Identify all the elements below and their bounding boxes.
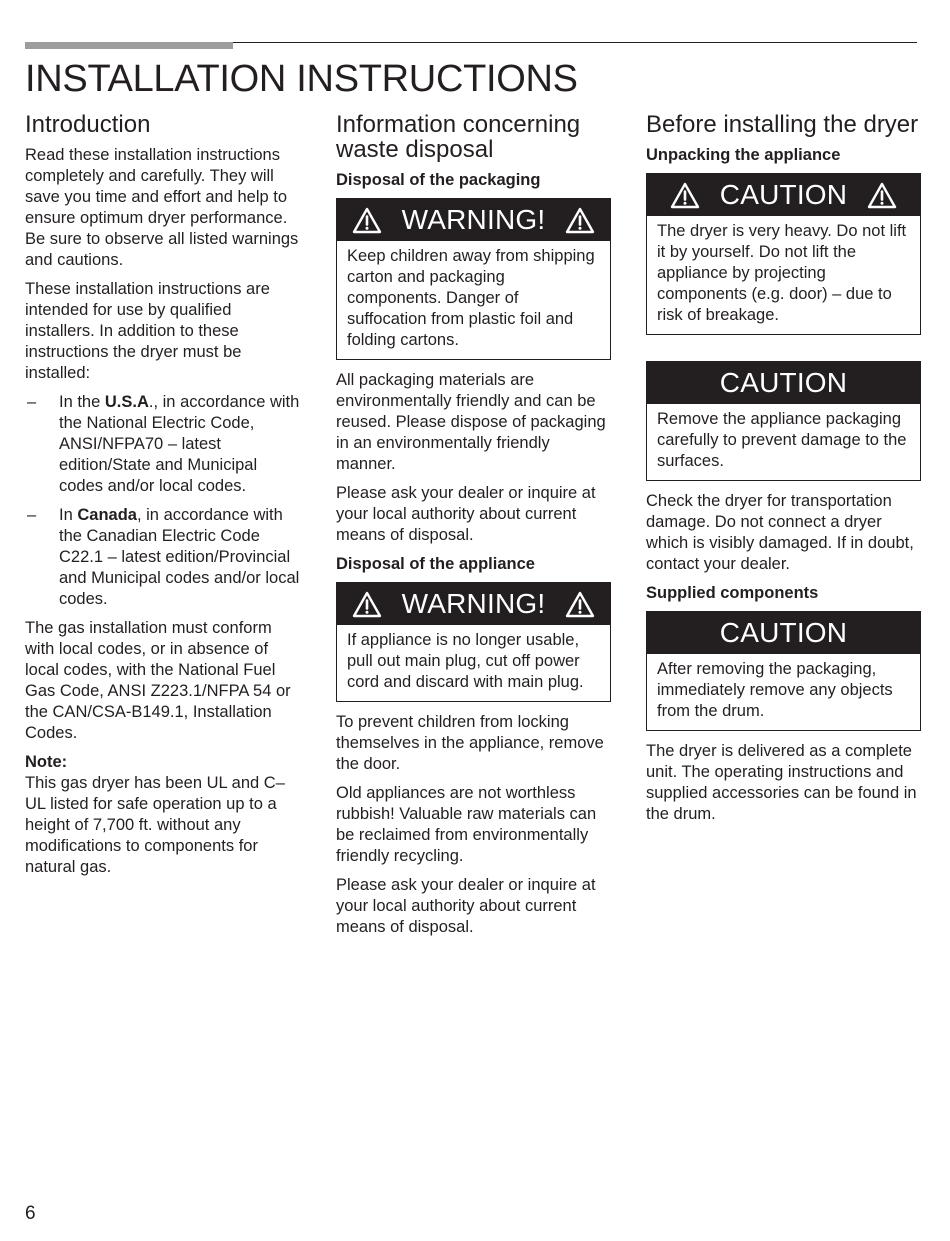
note-label: Note: [25, 753, 68, 771]
appliance-paragraph-2: Old appliances are not worthless rubbish! Valuable raw materials can be reclaimed from environmentally friendly recycling. [336, 784, 597, 865]
dash-bullet: – [27, 393, 37, 411]
warning-triangle-icon [867, 182, 897, 209]
list-item [25, 392, 305, 497]
appliance-disposal-subheading: Disposal of the appliance [336, 555, 535, 573]
transportation-damage-paragraph: Check the dryer for transportation damage. Do not connect a dryer which is visibly damaged. If in doubt, contact your dealer. [646, 492, 914, 573]
note-text: This gas dryer has been UL and C–UL listed for safe operation up to a height of 7,700 ft. without any modifications to components for natural gas. [25, 774, 285, 876]
warning-text: If appliance is no longer usable, pull out main plug, cut off power cord and discard with main plug. [347, 631, 584, 691]
caution-header [647, 362, 920, 404]
dash-bullet: – [27, 506, 37, 524]
warning-triangle-icon [352, 207, 382, 234]
packaging-disposal-subheading: Disposal of the packaging [336, 171, 541, 189]
caution-text: The dryer is very heavy. Do not lift it by yourself. Do not lift the appliance by projecting components (e.g. door) – due to risk of breakage. [657, 222, 907, 324]
complete-unit-paragraph: The dryer is delivered as a complete unit. The operating instructions and supplied accessories can be found in the drum. [646, 742, 917, 823]
caution-title: CAUTION [719, 179, 848, 210]
warning-header [337, 199, 610, 241]
page-title: INSTALLATION INSTRUCTIONS [25, 58, 578, 100]
code-compliance-list [25, 392, 305, 610]
list-item [25, 505, 305, 610]
intro-paragraph-1: Read these installation instructions completely and carefully. They will save you time and effort and help to ensure optimum dryer performance. Be sure to observe all listed warnings and cautions. [25, 146, 299, 269]
warning-triangle-icon [565, 591, 595, 618]
list-item-text: In the U.S.A., in accordance with the National Electric Code, ANSI/NFPA70 – latest edition/State and Municipal codes and/or local codes. [59, 393, 300, 495]
warning-triangle-icon [670, 182, 700, 209]
warning-triangle-icon [352, 591, 382, 618]
list-item-text: In Canada, in accordance with the Canadian Electric Code C22.1 – latest edition/Provincial and Municipal codes and/or local codes. [59, 506, 300, 608]
waste-disposal-column [336, 110, 611, 946]
header-accent-bar [25, 42, 233, 49]
intro-paragraph-2: These installation instructions are intended for use by qualified installers. In addition to these instructions the dryer must be installed: [25, 280, 270, 382]
caution-text: Remove the appliance packaging carefully to prevent damage to the surfaces. [657, 410, 907, 470]
before-installing-column [646, 110, 921, 833]
warning-title: WARNING! [401, 204, 546, 235]
caution-box [646, 361, 921, 481]
caution-header [647, 174, 920, 216]
warning-header [337, 583, 610, 625]
warning-title: WARNING! [401, 588, 546, 619]
caution-title: CAUTION [719, 367, 848, 398]
caution-title: CAUTION [719, 617, 848, 648]
warning-box [336, 582, 611, 702]
caution-text: After removing the packaging, immediately remove any objects from the drum. [657, 660, 893, 720]
gas-installation-paragraph: The gas installation must conform with local codes, or in absence of local codes, with the National Fuel Gas Code, ANSI Z223.1/NFPA 54 or the CAN/CSA-B149.1, Installation Codes. [25, 619, 291, 742]
page-number: 6 [25, 1203, 36, 1224]
caution-box [646, 611, 921, 731]
caution-box [646, 173, 921, 335]
waste-disposal-heading: Information concerning waste disposal [336, 111, 581, 163]
warning-text: Keep children away from shipping carton and packaging components. Danger of suffocation from plastic foil and folding cartons. [347, 247, 595, 349]
supplied-components-subheading: Supplied components [646, 584, 819, 602]
packaging-paragraph-1: All packaging materials are environmentally friendly and can be reused. Please dispose of packaging in an environmentally friendly manner. [336, 371, 606, 473]
appliance-paragraph-3: Please ask your dealer or inquire at your local authority about current means of disposal. [336, 876, 596, 936]
appliance-paragraph-1: To prevent children from locking themselves in the appliance, remove the door. [336, 713, 604, 773]
packaging-paragraph-2: Please ask your dealer or inquire at your local authority about current means of disposal. [336, 484, 596, 544]
introduction-column [25, 110, 305, 886]
caution-header [647, 612, 920, 654]
warning-triangle-icon [565, 207, 595, 234]
warning-box [336, 198, 611, 360]
before-installing-heading: Before installing the dryer [646, 111, 919, 138]
unpacking-subheading: Unpacking the appliance [646, 146, 841, 164]
introduction-heading: Introduction [25, 111, 151, 138]
